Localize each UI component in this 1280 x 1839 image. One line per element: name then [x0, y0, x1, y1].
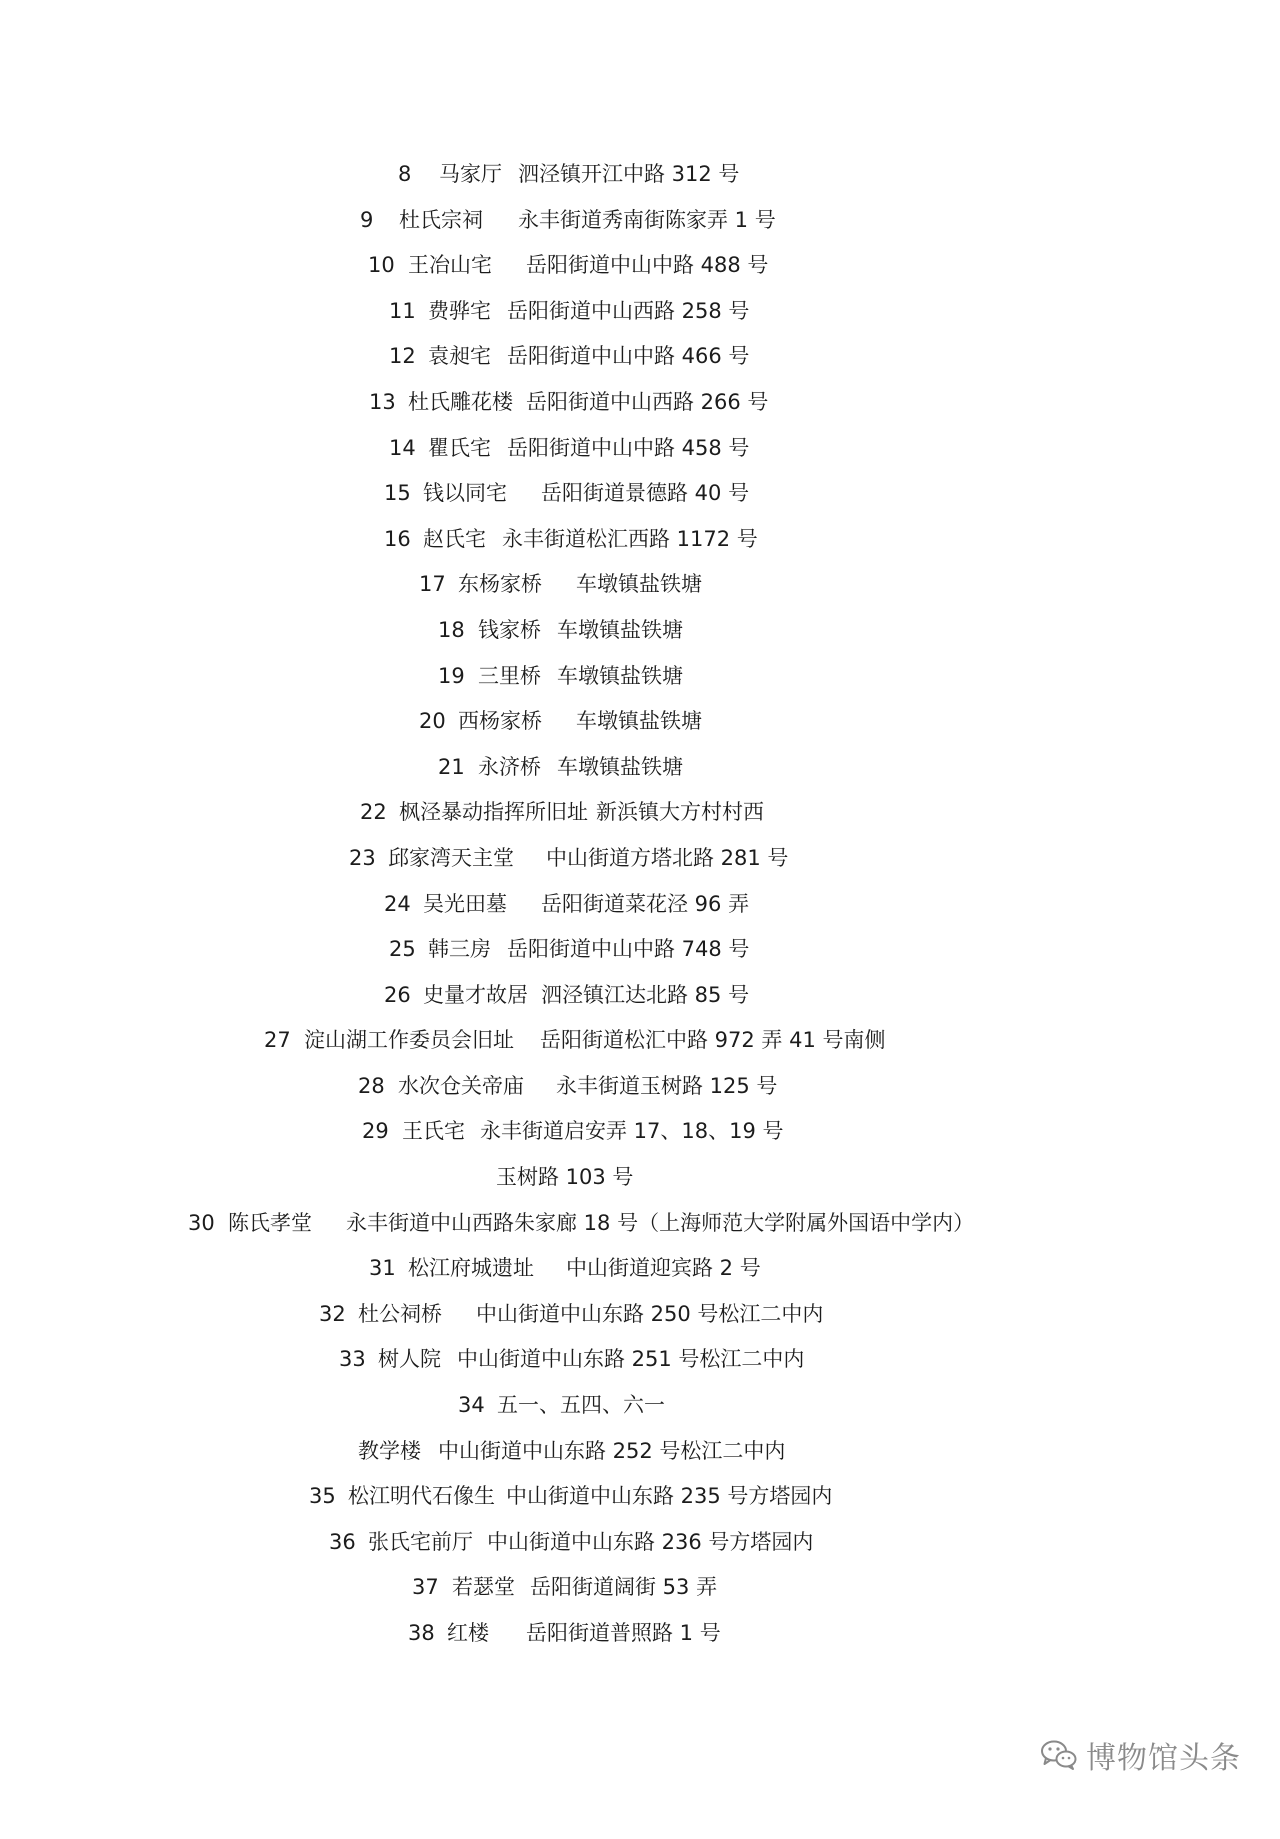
- item-name: 钱以同宅: [423, 481, 507, 506]
- item-name: 王氏宅: [402, 1119, 465, 1144]
- item-number: 10: [368, 253, 395, 278]
- item-number: 38: [408, 1621, 435, 1645]
- item-name: 马家厅: [439, 162, 502, 186]
- list-item: [0, 882, 1280, 928]
- item-number: 13: [369, 389, 396, 414]
- item-name: 杜公祠桥: [358, 1301, 442, 1326]
- item-number: 12: [389, 344, 416, 369]
- list-item: [0, 1292, 1280, 1338]
- item-number: 16: [384, 526, 411, 551]
- list-item: [0, 1018, 1280, 1064]
- item-address: 岳阳街道中山西路 258 号: [507, 298, 750, 323]
- item-number: 34: [458, 1393, 485, 1418]
- list-item: [0, 608, 1280, 654]
- item-address: 新浜镇大方村村西: [596, 800, 764, 825]
- item-address: 岳阳街道阔街 53 弄: [530, 1575, 718, 1600]
- item-number: 17: [419, 572, 446, 597]
- item-number: 25: [389, 937, 416, 962]
- item-name: 王冶山宅: [408, 253, 492, 278]
- item-number: 11: [389, 298, 416, 323]
- list-item: [0, 1109, 1280, 1155]
- item-name: 赵氏宅: [423, 526, 486, 551]
- item-number: 15: [384, 481, 411, 506]
- item-name: 红楼: [447, 1621, 489, 1645]
- list-item: [0, 836, 1280, 882]
- item-number: 27: [264, 1028, 291, 1053]
- list-item: [0, 1201, 1280, 1247]
- item-number: 20: [419, 709, 446, 734]
- item-address: 岳阳街道中山中路 488 号: [526, 253, 769, 278]
- item-address: 岳阳街道普照路 1 号: [526, 1621, 721, 1645]
- item-address: 永丰街道秀南街陈家弄 1 号: [518, 207, 776, 232]
- item-name: 钱家桥: [478, 617, 541, 642]
- list-item: [0, 927, 1280, 973]
- item-name: 枫泾暴动指挥所旧址: [399, 800, 588, 825]
- list-item: [0, 562, 1280, 608]
- item-number: 19: [438, 663, 465, 688]
- list-item: [0, 334, 1280, 380]
- item-name: 杜氏雕花楼: [408, 389, 513, 414]
- item-address: 中山街道中山东路 235 号方塔园内: [506, 1484, 833, 1509]
- item-address: 岳阳街道菜花泾 96 弄: [541, 891, 750, 916]
- item-name: 教学楼: [358, 1438, 421, 1463]
- item-number: 36: [329, 1529, 356, 1554]
- item-name: 水次仓关帝庙: [398, 1073, 524, 1098]
- list-item: [0, 517, 1280, 563]
- list-item: [0, 380, 1280, 426]
- item-address: 岳阳街道景德路 40 号: [541, 481, 750, 506]
- item-name: 陈氏孝堂: [228, 1210, 312, 1235]
- item-address: 岳阳街道中山西路 266 号: [526, 389, 769, 414]
- item-number: 26: [384, 982, 411, 1007]
- item-address: 永丰街道中山西路朱家廊 18 号（上海师范大学附属外国语中学内）: [346, 1210, 975, 1235]
- item-name: 史量才故居: [423, 982, 528, 1007]
- item-name: 瞿氏宅: [428, 435, 491, 460]
- item-number: 22: [360, 800, 387, 825]
- item-address: 中山街道中山东路 251 号松江二中内: [457, 1347, 805, 1372]
- item-number: 35: [309, 1484, 336, 1509]
- item-name: 五一、五四、六一: [497, 1393, 665, 1418]
- item-number: 14: [389, 435, 416, 460]
- item-address: 车墩镇盐铁塘: [557, 617, 683, 642]
- item-number: 24: [384, 891, 411, 916]
- item-number: 9: [360, 207, 374, 232]
- wechat-icon: [1040, 1739, 1078, 1771]
- item-address: 泗泾镇开江中路 312 号: [518, 162, 740, 186]
- list-item: [0, 1474, 1280, 1520]
- item-address: 玉树路 103 号: [496, 1165, 634, 1190]
- list-item: [0, 1520, 1280, 1566]
- list-item: [0, 471, 1280, 517]
- item-address: 车墩镇盐铁塘: [557, 663, 683, 688]
- item-number: 33: [339, 1347, 366, 1372]
- list-item: [0, 699, 1280, 745]
- item-address: 岳阳街道中山中路 466 号: [507, 344, 750, 369]
- item-number: 31: [369, 1256, 396, 1281]
- list-item: [0, 1246, 1280, 1292]
- item-address: 岳阳街道中山中路 748 号: [507, 937, 750, 962]
- list-item: [0, 152, 1280, 198]
- item-number: 30: [188, 1210, 215, 1235]
- item-number: 21: [438, 754, 465, 779]
- list-item: [0, 1565, 1280, 1611]
- item-address: 永丰街道玉树路 125 号: [556, 1073, 778, 1098]
- list-item: [0, 973, 1280, 1019]
- item-name: 张氏宅前厅: [368, 1529, 473, 1554]
- item-number: 32: [319, 1301, 346, 1326]
- list-item: [0, 1155, 1280, 1201]
- item-address: 车墩镇盐铁塘: [576, 709, 702, 734]
- item-name: 三里桥: [478, 663, 541, 688]
- item-number: 8: [398, 162, 412, 186]
- list-item: [0, 289, 1280, 335]
- item-address: 中山街道中山东路 250 号松江二中内: [476, 1301, 824, 1326]
- watermark: [1040, 1733, 1241, 1777]
- list-item: [0, 1429, 1280, 1475]
- list-item: [0, 426, 1280, 472]
- item-address: 岳阳街道松汇中路 972 弄 41 号南侧: [540, 1028, 886, 1053]
- list-item: [0, 745, 1280, 791]
- list-item: [0, 243, 1280, 289]
- item-name: 若瑟堂: [452, 1575, 515, 1600]
- heritage-site-list: [0, 152, 1280, 1657]
- item-address: 岳阳街道中山中路 458 号: [507, 435, 750, 460]
- item-name: 西杨家桥: [458, 709, 542, 734]
- item-number: 29: [362, 1119, 389, 1144]
- item-name: 吴光田墓: [423, 891, 507, 916]
- list-item: [0, 1064, 1280, 1110]
- item-name: 东杨家桥: [458, 572, 542, 597]
- item-name: 韩三房: [428, 937, 491, 962]
- list-item: [0, 1383, 1280, 1429]
- item-name: 松江明代石像生: [348, 1484, 495, 1509]
- watermark-text: 博物馆头条: [1086, 1741, 1241, 1776]
- item-name: 树人院: [378, 1347, 441, 1372]
- item-address: 中山街道方塔北路 281 号: [546, 845, 789, 870]
- item-address: 永丰街道启安弄 17、18、19 号: [480, 1119, 784, 1144]
- item-address: 车墩镇盐铁塘: [557, 754, 683, 779]
- item-name: 袁昶宅: [428, 344, 491, 369]
- item-name: 杜氏宗祠: [399, 207, 483, 232]
- item-address: 车墩镇盐铁塘: [576, 572, 702, 597]
- item-address: 中山街道中山东路 252 号松江二中内: [438, 1438, 786, 1463]
- list-item: [0, 1337, 1280, 1383]
- item-name: 费骅宅: [428, 298, 491, 323]
- item-name: 淀山湖工作委员会旧址: [304, 1028, 514, 1053]
- item-name: 邱家湾天主堂: [388, 845, 514, 870]
- item-name: 永济桥: [478, 754, 541, 779]
- item-number: 23: [349, 845, 376, 870]
- item-address: 永丰街道松汇西路 1172 号: [502, 526, 758, 551]
- item-number: 37: [412, 1575, 439, 1600]
- item-number: 28: [358, 1073, 385, 1098]
- list-item: [0, 790, 1280, 836]
- item-address: 中山街道迎宾路 2 号: [566, 1256, 761, 1281]
- item-address: 泗泾镇江达北路 85 号: [541, 982, 750, 1007]
- item-name: 松江府城遗址: [408, 1256, 534, 1281]
- list-item: [0, 1611, 1280, 1657]
- list-item: [0, 198, 1280, 244]
- item-address: 中山街道中山东路 236 号方塔园内: [487, 1529, 814, 1554]
- list-item: [0, 654, 1280, 700]
- item-number: 18: [438, 617, 465, 642]
